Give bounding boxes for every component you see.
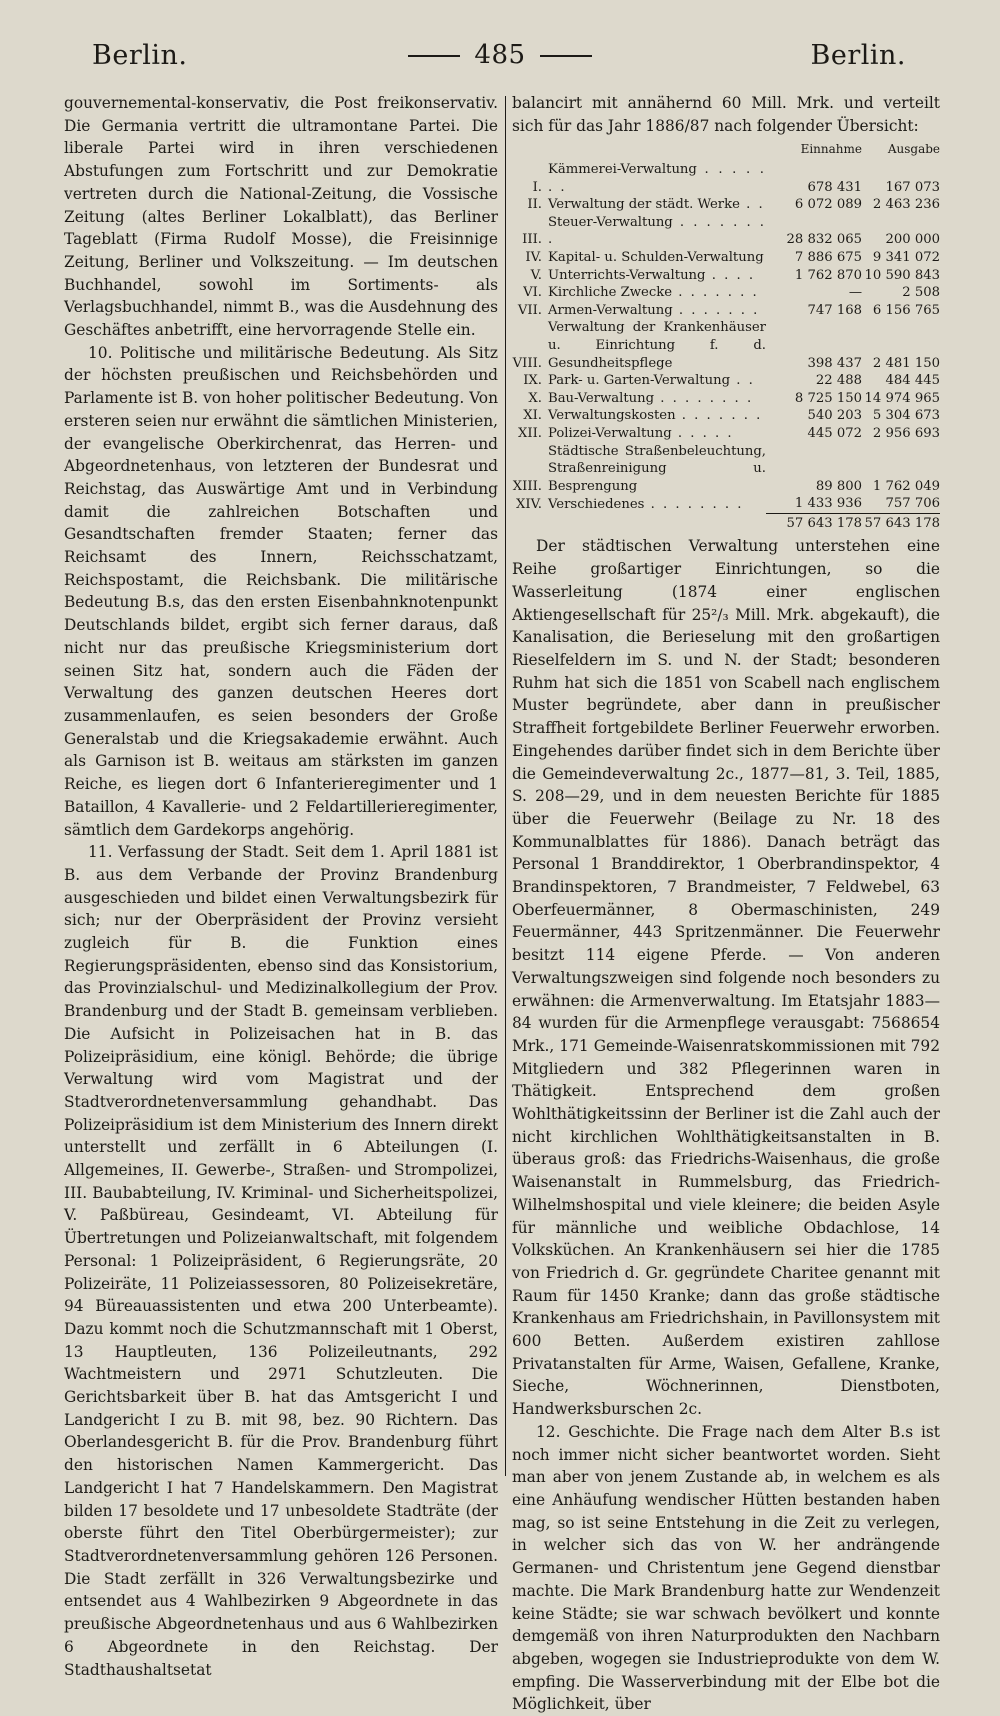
expense-value: 5 304 673 bbox=[872, 408, 940, 424]
running-head-right: Berlin. bbox=[810, 40, 906, 71]
row-name: Verwaltung der städt. Werke bbox=[548, 197, 740, 213]
expense-value: 200 000 bbox=[885, 232, 940, 248]
income-value: 1 433 936 bbox=[794, 496, 862, 512]
leader-dots: . . . . . . . . bbox=[548, 214, 766, 248]
leader-dots: . . . . . . . bbox=[548, 162, 766, 195]
row-name: Verwaltungskosten bbox=[548, 408, 676, 424]
expense-value: 2 481 150 bbox=[872, 355, 940, 371]
left-column bbox=[64, 92, 498, 1681]
budget-total-row bbox=[512, 513, 940, 532]
budget-row bbox=[512, 302, 940, 320]
running-head-left: Berlin. bbox=[92, 40, 188, 71]
rule-left bbox=[408, 55, 460, 57]
row-number: III. bbox=[522, 232, 542, 248]
row-name: Bau-Verwaltung bbox=[548, 390, 655, 406]
paragraph-press: gouvernemental-konservativ, die Post freikonservativ. Die Germania vertritt die ultramontane Partei. Die liberale Partei wird in ihren verschiedenen Abstufungen zum Fortschritt und zur Demokratie vertreten durch die National-Zeitung, die Vossische Zeitung (altes Berliner Lokalblatt), das Berliner Tageblatt (Firma Rudolf Mosse), die Freisinnige Zeitung, Berliner und Volkszeitung. — Im deutschen Buchhandel, sowohl im Sortiments- als Verlagsbuchhandel, nimmt B., was die Ausdehnung des Geschäftes anbetrifft, eine hervorragende Stelle ein. bbox=[64, 94, 498, 340]
row-label bbox=[548, 284, 766, 302]
row-label bbox=[548, 390, 766, 408]
leader-dots: . . . . . . . bbox=[672, 285, 759, 301]
income-value: 7 886 675 bbox=[794, 249, 862, 265]
row-number: XIII. bbox=[512, 478, 542, 494]
row-name: Verschiedenes bbox=[548, 496, 645, 512]
budget-row bbox=[512, 372, 940, 390]
budget-header-row bbox=[512, 141, 940, 161]
expense-value: 167 073 bbox=[885, 179, 940, 195]
row-label bbox=[548, 425, 766, 443]
expense-value: 2 463 236 bbox=[872, 197, 940, 213]
row-label bbox=[548, 214, 766, 249]
budget-row bbox=[512, 267, 940, 285]
income-value: 22 488 bbox=[815, 373, 862, 389]
rule-right bbox=[540, 55, 592, 57]
row-name: Polizei-Verwaltung bbox=[548, 425, 672, 441]
income-value: 6 072 089 bbox=[794, 197, 862, 213]
total-expense: 57 643 178 bbox=[862, 513, 940, 532]
row-label bbox=[548, 302, 766, 320]
row-number: X. bbox=[528, 390, 542, 406]
paragraph-constitution: 11. Verfassung der Stadt. Seit dem 1. April 1881 ist B. aus dem Verbande der Provinz Brandenburg ausgeschieden und bildet einen Verwaltungsbezirk für sich; nur der Oberpräsident der Provinz versieht zugleich für B. die Funktion eines Regierungspräsidenten, ebenso sind das Konsistorium, das Provinzialschul- und Medizinalkollegium der Prov. Brandenburg und der Stadt B. gemeinsam verblieben. Die Aufsicht in Polizeisachen hat in B. das Polizeipräsidium, eine königl. Behörde; die übrige Verwaltung wird vom Magistrat und der Stadtverordnetenversammlung gehandhabt. Das Polizeipräsidium ist dem Ministerium des Innern direkt unterstellt und zerfällt in 6 Abteilungen (I. Allgemeines, II. Gewerbe-, Straßen- und Strompolizei, III. Baubabteilung, IV. Kriminal- und Sicherheitspolizei, V. Paßbüreau, Gesindeamt, VI. Abteilung für Übertretungen und Polizeianwaltschaft, mit folgendem Personal: 1 Polizeipräsident, 6 Regierungsräte, 20 Polizeiräte, 11 Polizeiassessoren, 80 Polizeisekretäre, 94 Büreauassistenten und etwa 200 Unterbeamte). Dazu kommt noch die Schutzmannschaft mit 1 Oberst, 13 Hauptleuten, 136 Polizeileutnants, 292 Wachtmeistern und 2971 Schutzleuten. Die Gerichtsbarkeit über B. hat das Amtsgericht I und Landgericht I zu B. mit 98, bez. 90 Richtern. Das Oberlandesgericht B. für die Prov. Brandenburg führt den historischen Namen Kammergericht. Das Landgericht I hat 7 Handelskammern. Den Magistrat bilden 17 besoldete und 17 unbesoldete Stadträte (der oberste führt den Titel Oberbürgermeister); zur Stadtverordnetenversammlung gehören 126 Personen. Die Stadt zerfällt in 326 Verwaltungsbezirke und entsendet aus 4 Wahlbezirken 9 Abgeordnete in das preußische Abgeordnetenhaus und aus 6 Wahlbezirken 6 Abgeordnete in den Reichstag. Der Stadthaushaltsetat bbox=[64, 843, 498, 1679]
row-label bbox=[548, 372, 766, 390]
page-number-text: 485 bbox=[474, 40, 526, 70]
budget-row bbox=[512, 407, 940, 425]
income-value: 445 072 bbox=[807, 425, 862, 441]
row-name: Armen-Verwaltung bbox=[548, 302, 673, 318]
row-name: Kirchliche Zwecke bbox=[548, 285, 672, 301]
row-number: V. bbox=[530, 267, 542, 283]
income-value: 398 437 bbox=[807, 355, 862, 371]
row-number: VIII. bbox=[512, 355, 542, 371]
expense-value: 9 341 072 bbox=[872, 249, 940, 265]
expense-value: 2 508 bbox=[902, 285, 940, 301]
row-label bbox=[548, 407, 766, 425]
paragraph-political-military: 10. Politische und militärische Bedeutung. Als Sitz der höchsten preußischen und Reichsbehörden und Parlamente ist B. von hoher politischer Bedeutung. Von ersteren seien nur erwähnt die sämtlichen Ministerien, der evangelische Oberkirchenrat, das Herren- und Abgeordnetenhaus, von letzteren der Bundesrat und Reichstag, das Auswärtige Amt und in Verbindung damit die zahlreichen Botschaften und Gesandtschaften fremder Staaten; ferner das Reichsamt des Innern, Reichsschatzamt, Reichspostamt, die Reichsbank. Die militärische Bedeutung B.s, das den ersten Eisenbahnknotenpunkt Deutschlands bildet, ergibt sich ferner daraus, daß nicht nur das preußische Kriegsministerium dort seinen Sitz hat, sondern auch die Fäden der Verwaltung des ganzen deutschen Heeres dort zusammenlaufen, es seien besonders der Große Generalstab und die Kriegsakademie erwähnt. Auch als Garnison ist B. weitaus am stärksten im ganzen Reiche, es liegen dort 6 Infanterieregimenter und 1 Bataillon, 4 Kavallerie- und 2 Feldartillerieregimenter, sämtlich dem Gardekorps angehörig. bbox=[64, 343, 498, 839]
budget-table bbox=[512, 141, 940, 532]
income-value: 1 762 870 bbox=[794, 267, 862, 283]
row-name: Verwaltung der Krankenhäuser u. Einrichtung f. d. Gesundheitspflege bbox=[548, 320, 766, 371]
right-column bbox=[512, 92, 940, 1716]
row-number: XIV. bbox=[515, 496, 542, 512]
leader-dots: . . . . . . . . bbox=[654, 390, 754, 406]
paragraph-budget-intro: balancirt mit annähernd 60 Mill. Mrk. und verteilt sich für das Jahr 1886/87 nach folgender Übersicht: bbox=[512, 94, 940, 135]
income-value: 540 203 bbox=[807, 408, 862, 424]
row-number: I. bbox=[532, 179, 542, 195]
budget-row bbox=[512, 284, 940, 302]
col-income-header: Einnahme bbox=[800, 142, 862, 157]
budget-row bbox=[512, 495, 940, 513]
row-label bbox=[548, 161, 766, 196]
row-name: Park- u. Garten-Verwaltung bbox=[548, 373, 731, 389]
column-divider bbox=[505, 96, 506, 1476]
leader-dots: . . . . . bbox=[671, 425, 734, 441]
row-number: IV. bbox=[525, 249, 542, 265]
leader-dots: . . bbox=[739, 197, 765, 213]
row-number: VII. bbox=[517, 302, 542, 318]
row-name: Steuer-Verwaltung bbox=[548, 214, 673, 230]
row-name: Kämmerei-Verwaltung bbox=[548, 162, 697, 177]
budget-row bbox=[512, 249, 940, 267]
expense-value: 6 156 765 bbox=[872, 302, 940, 318]
blank-cell bbox=[548, 513, 766, 532]
total-income: 57 643 178 bbox=[766, 513, 862, 532]
row-number: VI. bbox=[523, 285, 542, 301]
leader-dots: . . bbox=[730, 373, 755, 389]
row-name: Kapital- u. Schulden-Verwaltung bbox=[548, 249, 764, 265]
paragraph-history: 12. Geschichte. Die Frage nach dem Alter B.s ist noch immer nicht sicher beantwortet worden. Sieht man aber von jenem Zustande ab, in welchem es als eine Anhäufung wendischer Hütten bestanden haben mag, so ist seine Entstehung in die Zeit zu verlegen, in welcher sich das von W. her andrängende Germanen- und Christentum jene Gegend dienstbar machte. Die Mark Brandenburg hatte zur Wendenzeit keine Städte; sie war schwach bevölkert und konnte demgemäß von ihren Naturprodukten den Nachbarn abgeben, wogegen sie Industrieprodukte von dem W. empfing. Die Wasserverbindung mit der Elbe bot die Möglichkeit, über bbox=[512, 1422, 940, 1714]
row-label bbox=[548, 267, 766, 285]
income-value: 747 168 bbox=[807, 302, 862, 318]
blank-cell bbox=[512, 513, 548, 532]
paragraph-municipal-institutions: Der städtischen Verwaltung unterstehen eine Reihe großartiger Einrichtungen, so die Wasserleitung (1874 einer englischen Aktiengesellschaft für 25²/₃ Mill. Mrk. abgekauft), die Kanalisation, die Berieselung mit den großartigen Rieselfeldern im S. und N. der Stadt; besonderen Ruhm hat sich die 1851 von Scabell nach englischem Muster begründete, aber dann in preußischer Straffheit fortgebildete Berliner Feuerwehr erworben. Eingehendes darüber findet sich in dem Berichte über die Gemeindeverwaltung 2c., 1877—81, 3. Teil, 1885, S. 208—29, und in dem neuesten Berichte für 1885 über die Feuerwehr (Beilage zu Nr. 18 des Kommunalblattes für 1886). Danach beträgt das Personal 1 Branddirektor, 1 Oberbrandinspektor, 4 Brandinspektoren, 7 Brandmeister, 7 Feldwebel, 63 Oberfeuermänner, 8 Obermaschinisten, 249 Feuermänner, 443 Spritzenmänner. Die Feuerwehr besitzt 114 eigene Pferde. — Von anderen Verwaltungszweigen sind folgende noch besonders zu erwähnen: die Armenverwaltung. Im Etatsjahr 1883—84 wurden für die Armenpflege verausgabt: 7568654 Mrk., 171 Gemeinde-Waisenratskommissionen mit 792 Mitgliedern und 382 Pflegerinnen waren in Thätigkeit. Entsprechend dem großen Wohlthätigkeitssinn der Berliner ist die Zahl auch der nicht kirchlichen Wohlthätigkeitsanstalten in B. überaus groß: das Friedrichs-Waisenhaus, die große Waisenanstalt in Rummelsburg, das Friedrich-Wilhelmshospital und viele kleinere; die beiden Asyle für männliche und weibliche Obdachlose, 14 Volksküchen. An Krankenhäusern sei hier die 1785 von Friedrich d. Gr. gegründete Charitee genannt mit Raum für 1450 Kranke; dann das große städtische Krankenhaus am Friedrichshain, in Pavillonsystem mit 600 Betten. Außerdem existiren zahllose Privatanstalten für Arme, Waisen, Gefallene, Kranke, Sieche, Wöchnerinnen, Dienstboten, Handwerksburschen 2c. bbox=[512, 537, 940, 1419]
income-value: — bbox=[848, 285, 862, 301]
budget-row bbox=[512, 390, 940, 408]
row-number: II. bbox=[527, 197, 542, 213]
income-value: 89 800 bbox=[815, 478, 862, 494]
row-label bbox=[548, 249, 766, 267]
row-label bbox=[548, 319, 766, 372]
income-value: 8 725 150 bbox=[794, 390, 862, 406]
col-expense-header: Ausgabe bbox=[887, 142, 940, 157]
expense-value: 484 445 bbox=[885, 373, 940, 389]
expense-value: 1 762 049 bbox=[872, 478, 940, 494]
row-name: Städtische Straßenbeleuchtung, Straßenreinigung u. Besprengung bbox=[548, 443, 766, 494]
leader-dots: . . . . . . . bbox=[672, 302, 760, 318]
row-number: IX. bbox=[523, 373, 542, 389]
expense-value: 14 974 965 bbox=[864, 390, 940, 406]
leader-dots: . . . . . . . . bbox=[644, 496, 744, 512]
income-value: 28 832 065 bbox=[786, 232, 862, 248]
budget-row bbox=[512, 443, 940, 496]
expense-value: 757 706 bbox=[885, 496, 940, 512]
leader-dots: . . . . . . . bbox=[675, 408, 763, 424]
budget-row bbox=[512, 196, 940, 214]
leader-dots: . . . . bbox=[705, 267, 756, 283]
income-value: 678 431 bbox=[807, 179, 862, 195]
row-label bbox=[548, 495, 766, 513]
budget-row bbox=[512, 425, 940, 443]
budget-row bbox=[512, 161, 940, 196]
row-number: XII. bbox=[518, 425, 542, 441]
row-label bbox=[548, 196, 766, 214]
row-name: Unterrichts-Verwaltung bbox=[548, 267, 706, 283]
row-number: XI. bbox=[523, 408, 542, 424]
row-label bbox=[548, 443, 766, 496]
budget-row bbox=[512, 319, 940, 372]
budget-row bbox=[512, 214, 940, 249]
expense-value: 2 956 693 bbox=[872, 425, 940, 441]
expense-value: 10 590 843 bbox=[864, 267, 940, 283]
